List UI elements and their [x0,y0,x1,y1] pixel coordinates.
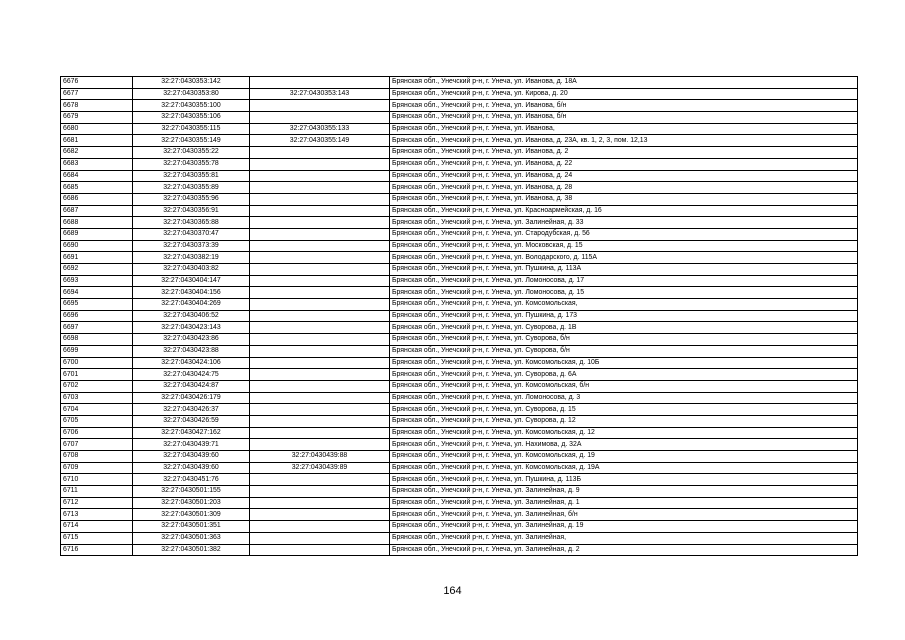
parent-cadastral-number-cell [250,544,390,556]
cadastral-number-cell: 32:27:0430355:149 [133,135,250,147]
cadastral-number-cell: 32:27:0430355:81 [133,170,250,182]
row-number-cell: 6693 [61,275,133,287]
row-number-cell: 6686 [61,193,133,205]
address-cell: Брянская обл., Унечский р-н, г. Унеча, ул. Залинейная, [390,532,858,544]
table-row [61,228,858,240]
cadastral-number-cell: 32:27:0430501:309 [133,509,250,521]
cadastral-number-cell: 32:27:0430439:60 [133,451,250,463]
parent-cadastral-number-cell [250,357,390,369]
row-number-cell: 6698 [61,334,133,346]
parent-cadastral-number-cell [250,252,390,264]
address-cell: Брянская обл., Унечский р-н, г. Унеча, ул. Иванова, д. 38 [390,193,858,205]
cadastral-number-cell: 32:27:0430355:106 [133,112,250,124]
address-cell: Брянская обл., Унечский р-н, г. Унеча, ул. Комсомольская, [390,299,858,311]
address-cell: Брянская обл., Унечский р-н, г. Унеча, ул. Залинейная, д. 19 [390,521,858,533]
parent-cadastral-number-cell [250,217,390,229]
table-row [61,509,858,521]
address-cell: Брянская обл., Унечский р-н, г. Унеча, ул. Ломоносова, д. 17 [390,275,858,287]
table-row [61,439,858,451]
row-number-cell: 6685 [61,182,133,194]
address-cell: Брянская обл., Унечский р-н, г. Унеча, ул. Залинейная, д. 33 [390,217,858,229]
row-number-cell: 6681 [61,135,133,147]
parent-cadastral-number-cell [250,158,390,170]
address-cell: Брянская обл., Унечский р-н, г. Унеча, ул. Нахимова, д. 32А [390,439,858,451]
address-cell: Брянская обл., Унечский р-н, г. Унеча, ул. Залинейная, д. 9 [390,486,858,498]
row-number-cell: 6684 [61,170,133,182]
table-row [61,193,858,205]
cadastral-number-cell: 32:27:0430423:143 [133,322,250,334]
row-number-cell: 6695 [61,299,133,311]
table-row [61,532,858,544]
cadastral-number-cell: 32:27:0430426:37 [133,404,250,416]
parent-cadastral-number-cell [250,345,390,357]
table-row [61,380,858,392]
address-cell: Брянская обл., Унечский р-н, г. Унеча, ул. Комсомольская, д. 19А [390,462,858,474]
row-number-cell: 6709 [61,462,133,474]
address-cell: Брянская обл., Унечский р-н, г. Унеча, ул. Стародубская, д. 56 [390,228,858,240]
cadastral-number-cell: 32:27:0430382:19 [133,252,250,264]
parent-cadastral-number-cell [250,509,390,521]
parent-cadastral-number-cell [250,392,390,404]
table-row [61,217,858,229]
cadastral-number-cell: 32:27:0430501:203 [133,497,250,509]
table-row [61,521,858,533]
cadastral-number-cell: 32:27:0430355:89 [133,182,250,194]
parent-cadastral-number-cell [250,322,390,334]
row-number-cell: 6716 [61,544,133,556]
table-row [61,100,858,112]
table-row [61,123,858,135]
parent-cadastral-number-cell [250,404,390,416]
parent-cadastral-number-cell [250,486,390,498]
row-number-cell: 6712 [61,497,133,509]
address-cell: Брянская обл., Унечский р-н, г. Унеча, ул. Залинейная, д. 1 [390,497,858,509]
parent-cadastral-number-cell [250,427,390,439]
parent-cadastral-number-cell [250,205,390,217]
parent-cadastral-number-cell [250,228,390,240]
address-cell: Брянская обл., Унечский р-н, г. Унеча, ул. Иванова, д. 22 [390,158,858,170]
cadastral-number-cell: 32:27:0430424:87 [133,380,250,392]
address-cell: Брянская обл., Унечский р-н, г. Унеча, ул. Володарского, д. 115А [390,252,858,264]
address-cell: Брянская обл., Унечский р-н, г. Унеча, ул. Залинейная, д. 2 [390,544,858,556]
cadastral-number-cell: 32:27:0430404:269 [133,299,250,311]
address-cell: Брянская обл., Унечский р-н, г. Унеча, ул. Суворова, д. 6А [390,369,858,381]
address-cell: Брянская обл., Унечский р-н, г. Унеча, ул. Иванова, б/н [390,112,858,124]
parent-cadastral-number-cell [250,521,390,533]
row-number-cell: 6711 [61,486,133,498]
parent-cadastral-number-cell [250,310,390,322]
cadastral-number-cell: 32:27:0430424:75 [133,369,250,381]
row-number-cell: 6714 [61,521,133,533]
cadastral-number-cell: 32:27:0430404:156 [133,287,250,299]
table-row [61,357,858,369]
table-row [61,415,858,427]
parent-cadastral-number-cell [250,532,390,544]
parent-cadastral-number-cell: 32:27:0430353:143 [250,88,390,100]
row-number-cell: 6702 [61,380,133,392]
address-cell: Брянская обл., Унечский р-н, г. Унеча, ул. Комсомольская, д. 19 [390,451,858,463]
row-number-cell: 6707 [61,439,133,451]
table-row [61,497,858,509]
address-cell: Брянская обл., Унечский р-н, г. Унеча, ул. Иванова, д. 2 [390,147,858,159]
row-number-cell: 6705 [61,415,133,427]
cadastral-number-cell: 32:27:0430355:78 [133,158,250,170]
address-cell: Брянская обл., Унечский р-н, г. Унеча, ул. Кирова, д. 20 [390,88,858,100]
parent-cadastral-number-cell [250,112,390,124]
parent-cadastral-number-cell [250,77,390,89]
cadastral-number-cell: 32:27:0430356:91 [133,205,250,217]
cadastral-number-cell: 32:27:0430439:60 [133,462,250,474]
address-cell: Брянская обл., Унечский р-н, г. Унеча, ул. Пушкина, д. 113Б [390,474,858,486]
cadastral-number-cell: 32:27:0430423:88 [133,345,250,357]
table-row [61,310,858,322]
cadastral-number-cell: 32:27:0430406:52 [133,310,250,322]
row-number-cell: 6676 [61,77,133,89]
parent-cadastral-number-cell [250,439,390,451]
row-number-cell: 6689 [61,228,133,240]
parent-cadastral-number-cell [250,380,390,392]
cadastral-number-cell: 32:27:0430353:80 [133,88,250,100]
table-row [61,287,858,299]
table-row [61,299,858,311]
row-number-cell: 6708 [61,451,133,463]
address-cell: Брянская обл., Унечский р-н, г. Унеча, ул. Московская, д. 15 [390,240,858,252]
row-number-cell: 6703 [61,392,133,404]
table-row [61,205,858,217]
row-number-cell: 6713 [61,509,133,521]
cadastral-number-cell: 32:27:0430373:39 [133,240,250,252]
address-cell: Брянская обл., Унечский р-н, г. Унеча, ул. Суворова, д. 12 [390,415,858,427]
table-row [61,158,858,170]
parent-cadastral-number-cell [250,193,390,205]
address-cell: Брянская обл., Унечский р-н, г. Унеча, ул. Комсомольская, б/н [390,380,858,392]
cadastral-number-cell: 32:27:0430439:71 [133,439,250,451]
table-row [61,182,858,194]
parent-cadastral-number-cell [250,147,390,159]
parent-cadastral-number-cell: 32:27:0430439:89 [250,462,390,474]
row-number-cell: 6682 [61,147,133,159]
address-cell: Брянская обл., Унечский р-н, г. Унеча, ул. Иванова, [390,123,858,135]
row-number-cell: 6697 [61,322,133,334]
address-cell: Брянская обл., Унечский р-н, г. Унеча, ул. Иванова, д. 24 [390,170,858,182]
cadastral-number-cell: 32:27:0430501:363 [133,532,250,544]
row-number-cell: 6683 [61,158,133,170]
cadastral-number-cell: 32:27:0430451:76 [133,474,250,486]
table-row [61,88,858,100]
address-cell: Брянская обл., Унечский р-н, г. Унеча, ул. Пушкина, д. 173 [390,310,858,322]
table-row [61,486,858,498]
cadastral-number-cell: 32:27:0430501:155 [133,486,250,498]
address-cell: Брянская обл., Унечский р-н, г. Унеча, ул. Залинейная, б/н [390,509,858,521]
table-row [61,170,858,182]
row-number-cell: 6715 [61,532,133,544]
page-number: 164 [443,585,462,597]
table-row [61,135,858,147]
row-number-cell: 6677 [61,88,133,100]
parent-cadastral-number-cell [250,334,390,346]
row-number-cell: 6700 [61,357,133,369]
table-row [61,240,858,252]
cadastral-number-cell: 32:27:0430353:142 [133,77,250,89]
address-cell: Брянская обл., Унечский р-н, г. Унеча, ул. Иванова, д. 18А [390,77,858,89]
cadastral-number-cell: 32:27:0430355:115 [133,123,250,135]
cadastral-number-cell: 32:27:0430404:147 [133,275,250,287]
table-row [61,451,858,463]
cadastral-number-cell: 32:27:0430403:82 [133,264,250,276]
cadastral-number-cell: 32:27:0430426:59 [133,415,250,427]
cadastral-number-cell: 32:27:0430355:96 [133,193,250,205]
table-row [61,252,858,264]
row-number-cell: 6680 [61,123,133,135]
parent-cadastral-number-cell [250,240,390,252]
parent-cadastral-number-cell: 32:27:0430355:149 [250,135,390,147]
cadastral-number-cell: 32:27:0430424:106 [133,357,250,369]
address-cell: Брянская обл., Унечский р-н, г. Унеча, ул. Суворова, д. 1В [390,322,858,334]
table-row [61,275,858,287]
row-number-cell: 6688 [61,217,133,229]
address-cell: Брянская обл., Унечский р-н, г. Унеча, ул. Пушкина, д. 113А [390,264,858,276]
parent-cadastral-number-cell [250,100,390,112]
row-number-cell: 6679 [61,112,133,124]
address-cell: Брянская обл., Унечский р-н, г. Унеча, ул. Иванова, б/н [390,100,858,112]
parent-cadastral-number-cell [250,275,390,287]
table-row [61,147,858,159]
row-number-cell: 6699 [61,345,133,357]
table-row [61,404,858,416]
cadastral-number-cell: 32:27:0430426:179 [133,392,250,404]
address-cell: Брянская обл., Унечский р-н, г. Унеча, ул. Ломоносова, д. 3 [390,392,858,404]
address-cell: Брянская обл., Унечский р-н, г. Унеча, ул. Иванова, д. 28 [390,182,858,194]
address-cell: Брянская обл., Унечский р-н, г. Унеча, ул. Комсомольская, д. 10Б [390,357,858,369]
address-cell: Брянская обл., Унечский р-н, г. Унеча, ул. Красноармейская, д. 16 [390,205,858,217]
row-number-cell: 6704 [61,404,133,416]
cadastral-number-cell: 32:27:0430423:86 [133,334,250,346]
parent-cadastral-number-cell [250,415,390,427]
table-row [61,462,858,474]
cadastral-number-cell: 32:27:0430370:47 [133,228,250,240]
table-row [61,345,858,357]
address-cell: Брянская обл., Унечский р-н, г. Унеча, ул. Суворова, б/н [390,345,858,357]
row-number-cell: 6701 [61,369,133,381]
cadastral-number-cell: 32:27:0430355:22 [133,147,250,159]
row-number-cell: 6690 [61,240,133,252]
parent-cadastral-number-cell [250,474,390,486]
table-row [61,264,858,276]
parent-cadastral-number-cell [250,264,390,276]
address-cell: Брянская обл., Унечский р-н, г. Унеча, ул. Иванова, д. 23А, кв. 1, 2, 3, пом. 12,13 [390,135,858,147]
row-number-cell: 6678 [61,100,133,112]
row-number-cell: 6687 [61,205,133,217]
parent-cadastral-number-cell [250,170,390,182]
row-number-cell: 6692 [61,264,133,276]
table-row [61,392,858,404]
table-row [61,77,858,89]
row-number-cell: 6710 [61,474,133,486]
cadastral-number-cell: 32:27:0430365:88 [133,217,250,229]
parent-cadastral-number-cell [250,369,390,381]
address-cell: Брянская обл., Унечский р-н, г. Унеча, ул. Суворова, д. 15 [390,404,858,416]
parent-cadastral-number-cell [250,287,390,299]
cadastral-number-cell: 32:27:0430501:351 [133,521,250,533]
address-cell: Брянская обл., Унечский р-н, г. Унеча, ул. Ломоносова, д. 15 [390,287,858,299]
address-cell: Брянская обл., Унечский р-н, г. Унеча, ул. Суворова, б/н [390,334,858,346]
table-row [61,427,858,439]
row-number-cell: 6694 [61,287,133,299]
table-row [61,322,858,334]
table-row [61,112,858,124]
parent-cadastral-number-cell: 32:27:0430355:133 [250,123,390,135]
parent-cadastral-number-cell: 32:27:0430439:88 [250,451,390,463]
table-row [61,544,858,556]
table-row [61,474,858,486]
property-registry-table [60,76,858,556]
property-registry-body [61,77,858,556]
cadastral-number-cell: 32:27:0430427:162 [133,427,250,439]
address-cell: Брянская обл., Унечский р-н, г. Унеча, ул. Комсомольская, д. 12 [390,427,858,439]
parent-cadastral-number-cell [250,497,390,509]
cadastral-number-cell: 32:27:0430355:100 [133,100,250,112]
parent-cadastral-number-cell [250,299,390,311]
parent-cadastral-number-cell [250,182,390,194]
row-number-cell: 6696 [61,310,133,322]
row-number-cell: 6691 [61,252,133,264]
table-row [61,369,858,381]
cadastral-number-cell: 32:27:0430501:382 [133,544,250,556]
table-row [61,334,858,346]
row-number-cell: 6706 [61,427,133,439]
